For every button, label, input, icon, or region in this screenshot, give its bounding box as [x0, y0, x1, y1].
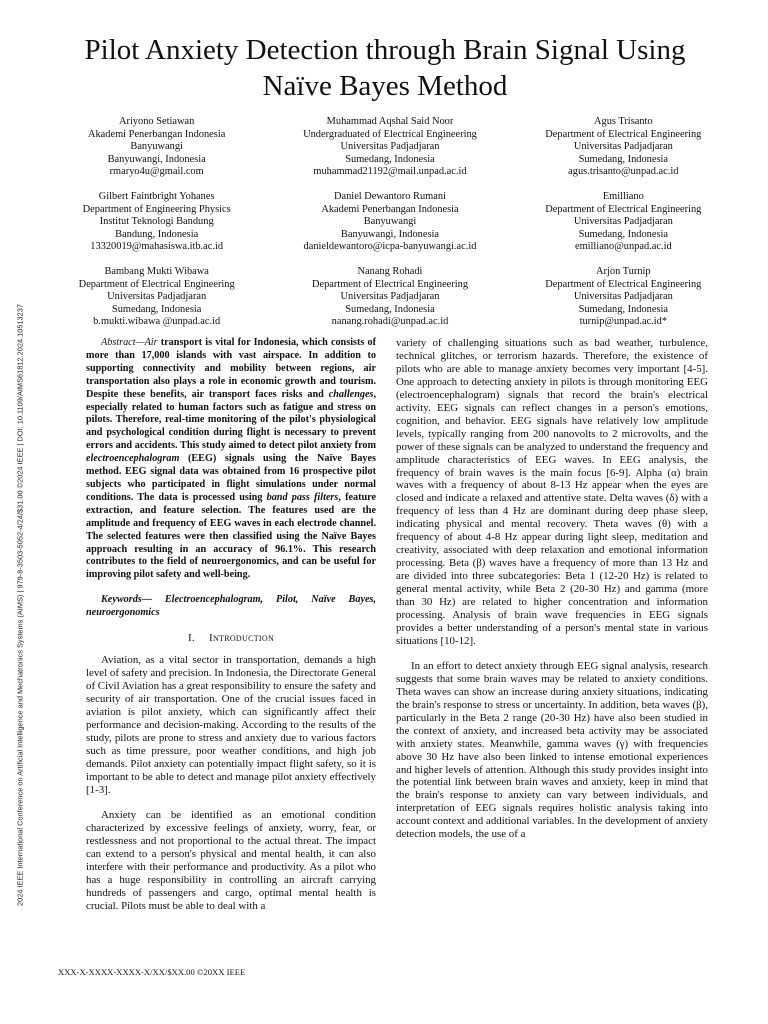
author-location: Sumedang, Indonesia: [345, 153, 435, 165]
author-card: [40, 191, 273, 254]
author-name: Daniel Dewantoro Rumani: [334, 190, 446, 202]
author-affiliation: Department of Electrical Engineering: [545, 278, 702, 290]
keywords: [86, 594, 376, 619]
author-affiliation: Department of Electrical Engineering: [545, 203, 702, 215]
right-column: [396, 337, 708, 841]
author-name: Ariyono Setiawan: [119, 116, 195, 127]
author-affiliation: Undergraduated of Electrical Engineering: [303, 128, 477, 140]
author-affiliation: Universitas Padjadjaran: [107, 291, 207, 303]
keywords-lead: Keywords—: [101, 594, 152, 606]
abstract-text: transport is vital for Indonesia, which consists of more than 17,000 islands with vast airspace. In addition to supporting connectivity and mobility between regions, air transportation also plays a role in economic growth and tourism. Despite these benefits, air transport faces risks and: [86, 337, 376, 400]
section-heading-introduction: [86, 632, 376, 645]
author-name: Nanang Rohadi: [357, 265, 423, 277]
author-email: rmaryo4u@gmail.com: [109, 166, 204, 178]
author-email: nanang.rohadi@unpad.ac.id: [331, 316, 449, 328]
author-email: 13320019@mahasiswa.itb.ac.id: [90, 241, 224, 253]
author-email: muhammad21192@mail.unpad.ac.id: [313, 166, 467, 178]
author-location: Sumedang, Indonesia: [345, 303, 435, 315]
section-title: Introduction: [208, 632, 275, 645]
publication-sidebar-text: 2024 IEEE International Conference on Artificial Intelligence and Mechatronics Systems (AIMS) | 979-8-3503-5052-4/24/$31.00 ©2024 IEEE | DOI: 10.1109/AIMS61812.2024.10513237: [15, 303, 25, 907]
author-affiliation: Department of Electrical Engineering: [545, 128, 702, 140]
abstract-text: , especially related to human factors such as fatigue and stress on pilots. Therefore, real-time monitoring of the pilot's physiological and psychological condition during flight is necessary to prevent errors and accidents. This study aimed to detect pilot anxiety from: [86, 388, 376, 452]
author-affiliation: Akademi Penerbangan Indonesia: [321, 203, 459, 215]
author-affiliation: Banyuwangi: [130, 141, 183, 153]
author-card: [273, 266, 506, 329]
body-paragraph: Anxiety can be identified as an emotional condition characterized by excessive feelings of anxiety, worry, fear, or restlessness and not proportional to the actual threat. The impact can extend to a person's physical and mental health, it can also interfere with their performance and productivity. As a pilot who has a huge responsibility in controlling an aircraft carrying hundreds of passengers and cargo, optimal mental health is crucial. Pilots must be able to deal with a: [86, 808, 376, 912]
author-email: danieldewantoro@icpa-banyuwangi.ac.id: [303, 241, 477, 253]
author-affiliation: Department of Electrical Engineering: [78, 278, 235, 290]
author-affiliation: Department of Engineering Physics: [82, 203, 231, 215]
author-location: Sumedang, Indonesia: [111, 303, 202, 315]
abstract: [86, 337, 376, 582]
author-location: Bandung, Indonesia: [115, 228, 199, 240]
author-affiliation: Universitas Padjadjaran: [573, 216, 673, 228]
author-card: [40, 266, 273, 329]
author-location: Sumedang, Indonesia: [578, 303, 669, 315]
author-card: [507, 191, 740, 254]
abstract-text: (EEG) signals using the Naïve Bayes method. EEG signal data was obtained from 16 prospective pilot subjects who participated in flight simulations under normal conditions. The data is processed using: [86, 453, 376, 503]
author-affiliation: Institut Teknologi Bandung: [99, 216, 214, 228]
author-name: Muhammad Aqshal Said Noor: [326, 116, 454, 127]
author-affiliation: Universitas Padjadjaran: [340, 291, 440, 303]
author-name: Arjon Turnip: [596, 265, 651, 277]
author-email: emilliano@unpad.ac.id: [574, 241, 672, 253]
abstract-emphasis: electroencephalogram: [86, 453, 180, 465]
author-email: turnip@unpad.ac.id*: [579, 316, 668, 328]
author-affiliation: Department of Electrical Engineering: [311, 278, 469, 290]
author-affiliation: Universitas Padjadjaran: [573, 141, 673, 153]
author-affiliation: Universitas Padjadjaran: [573, 291, 673, 303]
author-location: Banyuwangi, Indonesia: [107, 153, 206, 165]
author-email: agus.trisanto@unpad.ac.id: [568, 166, 679, 178]
left-column: [86, 337, 376, 912]
copyright-footer: XXX-X-XXXX-XXXX-X/XX/$XX.00 ©20XX IEEE: [58, 967, 246, 977]
author-location: Sumedang, Indonesia: [578, 153, 669, 165]
section-number: I.: [187, 632, 195, 645]
abstract-emphasis: challenges: [328, 388, 374, 400]
author-name: Emilliano: [602, 190, 644, 202]
author-affiliation: Banyuwangi: [363, 216, 417, 228]
author-affiliation: Akademi Penerbangan Indonesia: [87, 128, 226, 140]
body-paragraph: In an effort to detect anxiety through EEG signal analysis, research suggests that some brain waves may be related to anxiety conditions. Theta waves can show an increase during anxiety situations, indicating the brain's response to stress or uncertainty. In addition, beta waves (β), particularly in the Beta 2 range (20-30 Hz) have also been studied in the context of anxiety, and increased beta activity may be associated with anxiety states. Meanwhile, gamma waves (γ) with frequencies above 30 Hz have also been linked to intense emotional experiences and higher levels of attention. Although this study provides insight into the potential link between brain waves and anxiety, keep in mind that the brain's response to anxiety can vary between individuals, and interpretation of EEG signals requires holistic analysis taking into account context and additional variables. In the development of anxiety detection models, the use of a: [396, 659, 708, 841]
author-affiliation: Universitas Padjadjaran: [340, 141, 440, 153]
body-paragraph: variety of challenging situations such as bad weather, turbulence, technical glitches, or terrorism hazards. Therefore, the existence of pilots who are able to manage anxiety becomes very important [4-5]. One approach to detecting anxiety in pilots is through monitoring EEG (electroencephalogram) signals that record the brain's electrical activity. EEG signals can reflect changes in a person's emotions, cognition, and behavior. EEG signals have relatively low amplitude levels, typically ranging from 200 nanovolts to 2 microvolts, and the power of these signals can be analyzed to understand the frequency and amplitude characteristics of EEG waves. In EEG analysis, the frequency of brain waves is the main focus [6-9]. Alpha (α) brain waves with a frequency of about 8-13 Hz appear when the eyes are closed and indicate a relaxed and attentive state. Delta waves (δ) with a frequency of less than 4 Hz are dominant during deep phase sleep, indicating physical and mental recovery. Theta waves (θ) with a frequency of about 4-8 Hz appear during light sleep, meditation and creativity, associated with deep relaxation and emotional information processing. Beta (β) waves have a frequency of more than 13 Hz and are divided into three subcategories: Beta 1 (12-20 Hz) is related to general mental activity, while Beta 2 (20-30 Hz) and gamma (more than 30 Hz) are related to higher concentration and information processing. Analysis of brain wave frequencies in EEG signals provides a better understanding of a person's mental state in various situations [10-12].: [396, 337, 708, 647]
author-name: Bambang Mukti Wibawa: [104, 265, 209, 277]
author-name: Gilbert Faintbright Yohanes: [98, 190, 215, 202]
author-card: [273, 116, 506, 179]
abstract-text: , feature extraction, and feature selection. The features used are the amplitude and frequency of EEG waves in each electrode channel. The selected features were then classified using the Naïve Bayes approach resulting in an accuracy of 96.1%. This research contributes to the field of neuroergonomics, and can be useful for improving pilot safety and well-being.: [86, 491, 377, 581]
paper-title-line-1: Pilot Anxiety Detection through Brain Signal Using: [84, 34, 686, 66]
keywords-text: Electroencephalogram, Pilot, Naïve Bayes, neuroergonomics: [86, 594, 376, 618]
author-card: [40, 116, 273, 179]
author-card: [507, 116, 740, 179]
author-location: Banyuwangi, Indonesia: [340, 228, 440, 240]
author-card: [273, 191, 506, 254]
abstract-lead: Abstract—Air: [101, 337, 158, 348]
publication-sidebar: [12, 225, 28, 985]
paper-title-line-2: Naïve Bayes Method: [262, 70, 508, 102]
author-name: Agus Trisanto: [594, 116, 653, 127]
author-card: [507, 266, 740, 329]
paper-title: [40, 32, 730, 104]
author-location: Sumedang, Indonesia: [578, 228, 669, 240]
author-block: [40, 116, 740, 329]
author-email: b.mukti.wibawa @unpad.ac.id: [93, 316, 221, 328]
abstract-emphasis: band pass filters: [266, 491, 339, 503]
body-paragraph: Aviation, as a vital sector in transportation, demands a high level of safety and precision. In Indonesia, the Directorate General of Civil Aviation has a great responsibility to ensure the safety and security of air transportation. One of the crucial issues faced in aviation is pilot anxiety, which can significantly affect their performance and decision-making. According to the results of the study, pilots are prone to stress and anxiety due to various factors such as time pressure, poor weather conditions, and high job demands. Pilot anxiety can potentially impact flight safety, so it is important to be able to detect and manage pilot anxiety effectively [1-3].: [86, 654, 376, 796]
